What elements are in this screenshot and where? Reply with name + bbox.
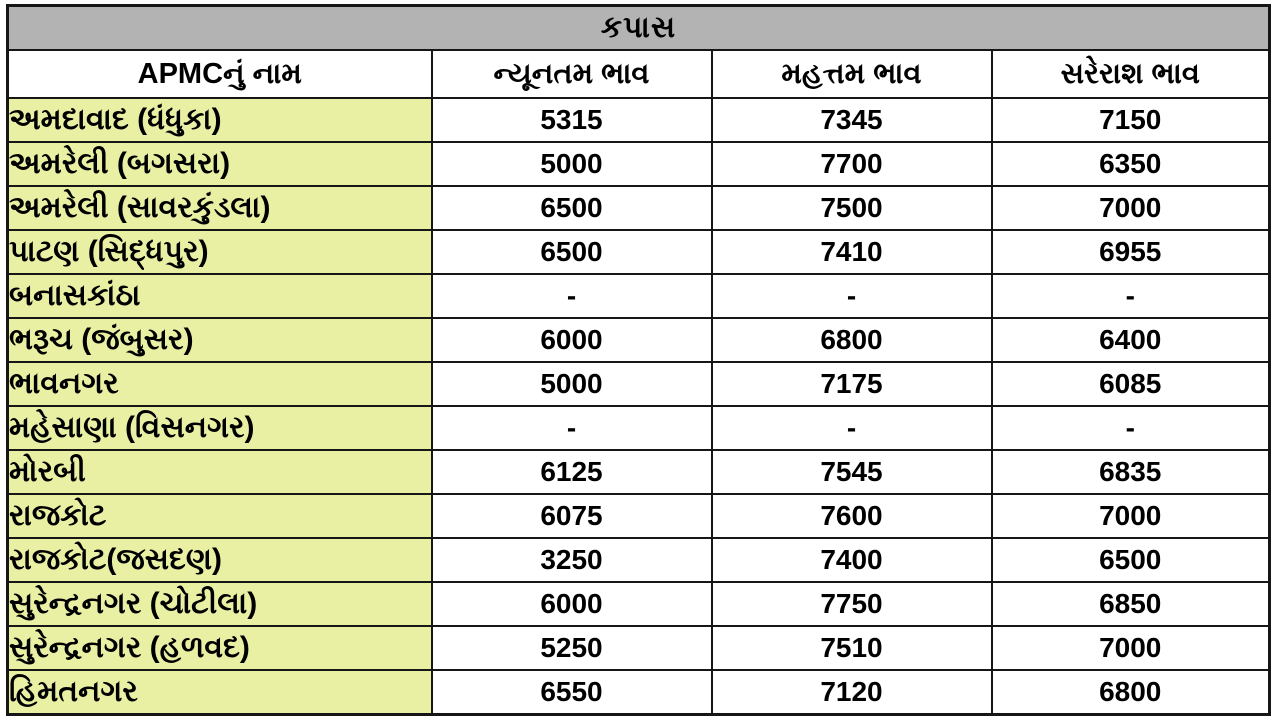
table-row [8, 98, 1270, 142]
avg-price-cell: 7150 [992, 98, 1270, 142]
apmc-name-cell: ભાવનગર [8, 362, 432, 406]
min-price-cell: 5000 [432, 142, 712, 186]
apmc-name-cell: રાજકોટ [8, 494, 432, 538]
apmc-name-cell: અમદાવાદ (ધંધુકા) [8, 98, 432, 142]
max-price-cell: 7120 [712, 670, 992, 714]
min-price-cell: - [432, 406, 712, 450]
min-price-cell: 5250 [432, 626, 712, 670]
table-row [8, 494, 1270, 538]
avg-price-cell: 7000 [992, 186, 1270, 230]
avg-price-cell: 7000 [992, 494, 1270, 538]
column-header-max-price: મહત્તમ ભાવ [712, 50, 992, 98]
apmc-name-cell: સુરેન્દ્રનગર (ચોટીલા) [8, 582, 432, 626]
max-price-cell: 7600 [712, 494, 992, 538]
min-price-cell: 6550 [432, 670, 712, 714]
min-price-cell: 6125 [432, 450, 712, 494]
column-header-apmc-name: APMCનું નામ [8, 50, 432, 98]
apmc-price-table [6, 4, 1271, 716]
max-price-cell: 7410 [712, 230, 992, 274]
column-header-avg-price: સરેરાશ ભાવ [992, 50, 1270, 98]
apmc-name-cell: અમરેલી (બગસરા) [8, 142, 432, 186]
avg-price-cell: - [992, 406, 1270, 450]
avg-price-cell: 6850 [992, 582, 1270, 626]
table-row [8, 626, 1270, 670]
max-price-cell: 7345 [712, 98, 992, 142]
commodity-title: કપાસ [8, 6, 1270, 51]
apmc-name-cell: મહેસાણા (વિસનગર) [8, 406, 432, 450]
min-price-cell: 6500 [432, 230, 712, 274]
table-row [8, 362, 1270, 406]
avg-price-cell: 6350 [992, 142, 1270, 186]
apmc-name-cell: ભરૂચ (જંબુસર) [8, 318, 432, 362]
min-price-cell: 5000 [432, 362, 712, 406]
min-price-cell: 6500 [432, 186, 712, 230]
avg-price-cell: 6955 [992, 230, 1270, 274]
table-row [8, 230, 1270, 274]
max-price-cell: - [712, 406, 992, 450]
column-header-min-price: ન્યૂનતમ ભાવ [432, 50, 712, 98]
table-row [8, 406, 1270, 450]
max-price-cell: 7510 [712, 626, 992, 670]
apmc-name-cell: રાજકોટ(જસદણ) [8, 538, 432, 582]
avg-price-cell: - [992, 274, 1270, 318]
table-row [8, 538, 1270, 582]
apmc-name-cell: સુરેન્દ્રનગર (હળવદ) [8, 626, 432, 670]
max-price-cell: 7500 [712, 186, 992, 230]
min-price-cell: - [432, 274, 712, 318]
table-row [8, 274, 1270, 318]
max-price-cell: - [712, 274, 992, 318]
min-price-cell: 6000 [432, 582, 712, 626]
min-price-cell: 6000 [432, 318, 712, 362]
table-row [8, 142, 1270, 186]
table-header-row [8, 50, 1270, 98]
table-row [8, 186, 1270, 230]
avg-price-cell: 6085 [992, 362, 1270, 406]
avg-price-cell: 6400 [992, 318, 1270, 362]
min-price-cell: 5315 [432, 98, 712, 142]
table-row [8, 450, 1270, 494]
table-row [8, 318, 1270, 362]
max-price-cell: 6800 [712, 318, 992, 362]
avg-price-cell: 6800 [992, 670, 1270, 714]
max-price-cell: 7400 [712, 538, 992, 582]
min-price-cell: 6075 [432, 494, 712, 538]
apmc-name-cell: મોરબી [8, 450, 432, 494]
table-row [8, 670, 1270, 714]
max-price-cell: 7545 [712, 450, 992, 494]
apmc-name-cell: હિમતનગર [8, 670, 432, 714]
apmc-name-cell: બનાસકાંઠા [8, 274, 432, 318]
avg-price-cell: 7000 [992, 626, 1270, 670]
max-price-cell: 7700 [712, 142, 992, 186]
apmc-name-cell: પાટણ (સિદ્ધપુર) [8, 230, 432, 274]
apmc-name-cell: અમરેલી (સાવરકુંડલા) [8, 186, 432, 230]
avg-price-cell: 6500 [992, 538, 1270, 582]
avg-price-cell: 6835 [992, 450, 1270, 494]
max-price-cell: 7175 [712, 362, 992, 406]
max-price-cell: 7750 [712, 582, 992, 626]
min-price-cell: 3250 [432, 538, 712, 582]
table-title-row [8, 6, 1270, 51]
table-row [8, 582, 1270, 626]
